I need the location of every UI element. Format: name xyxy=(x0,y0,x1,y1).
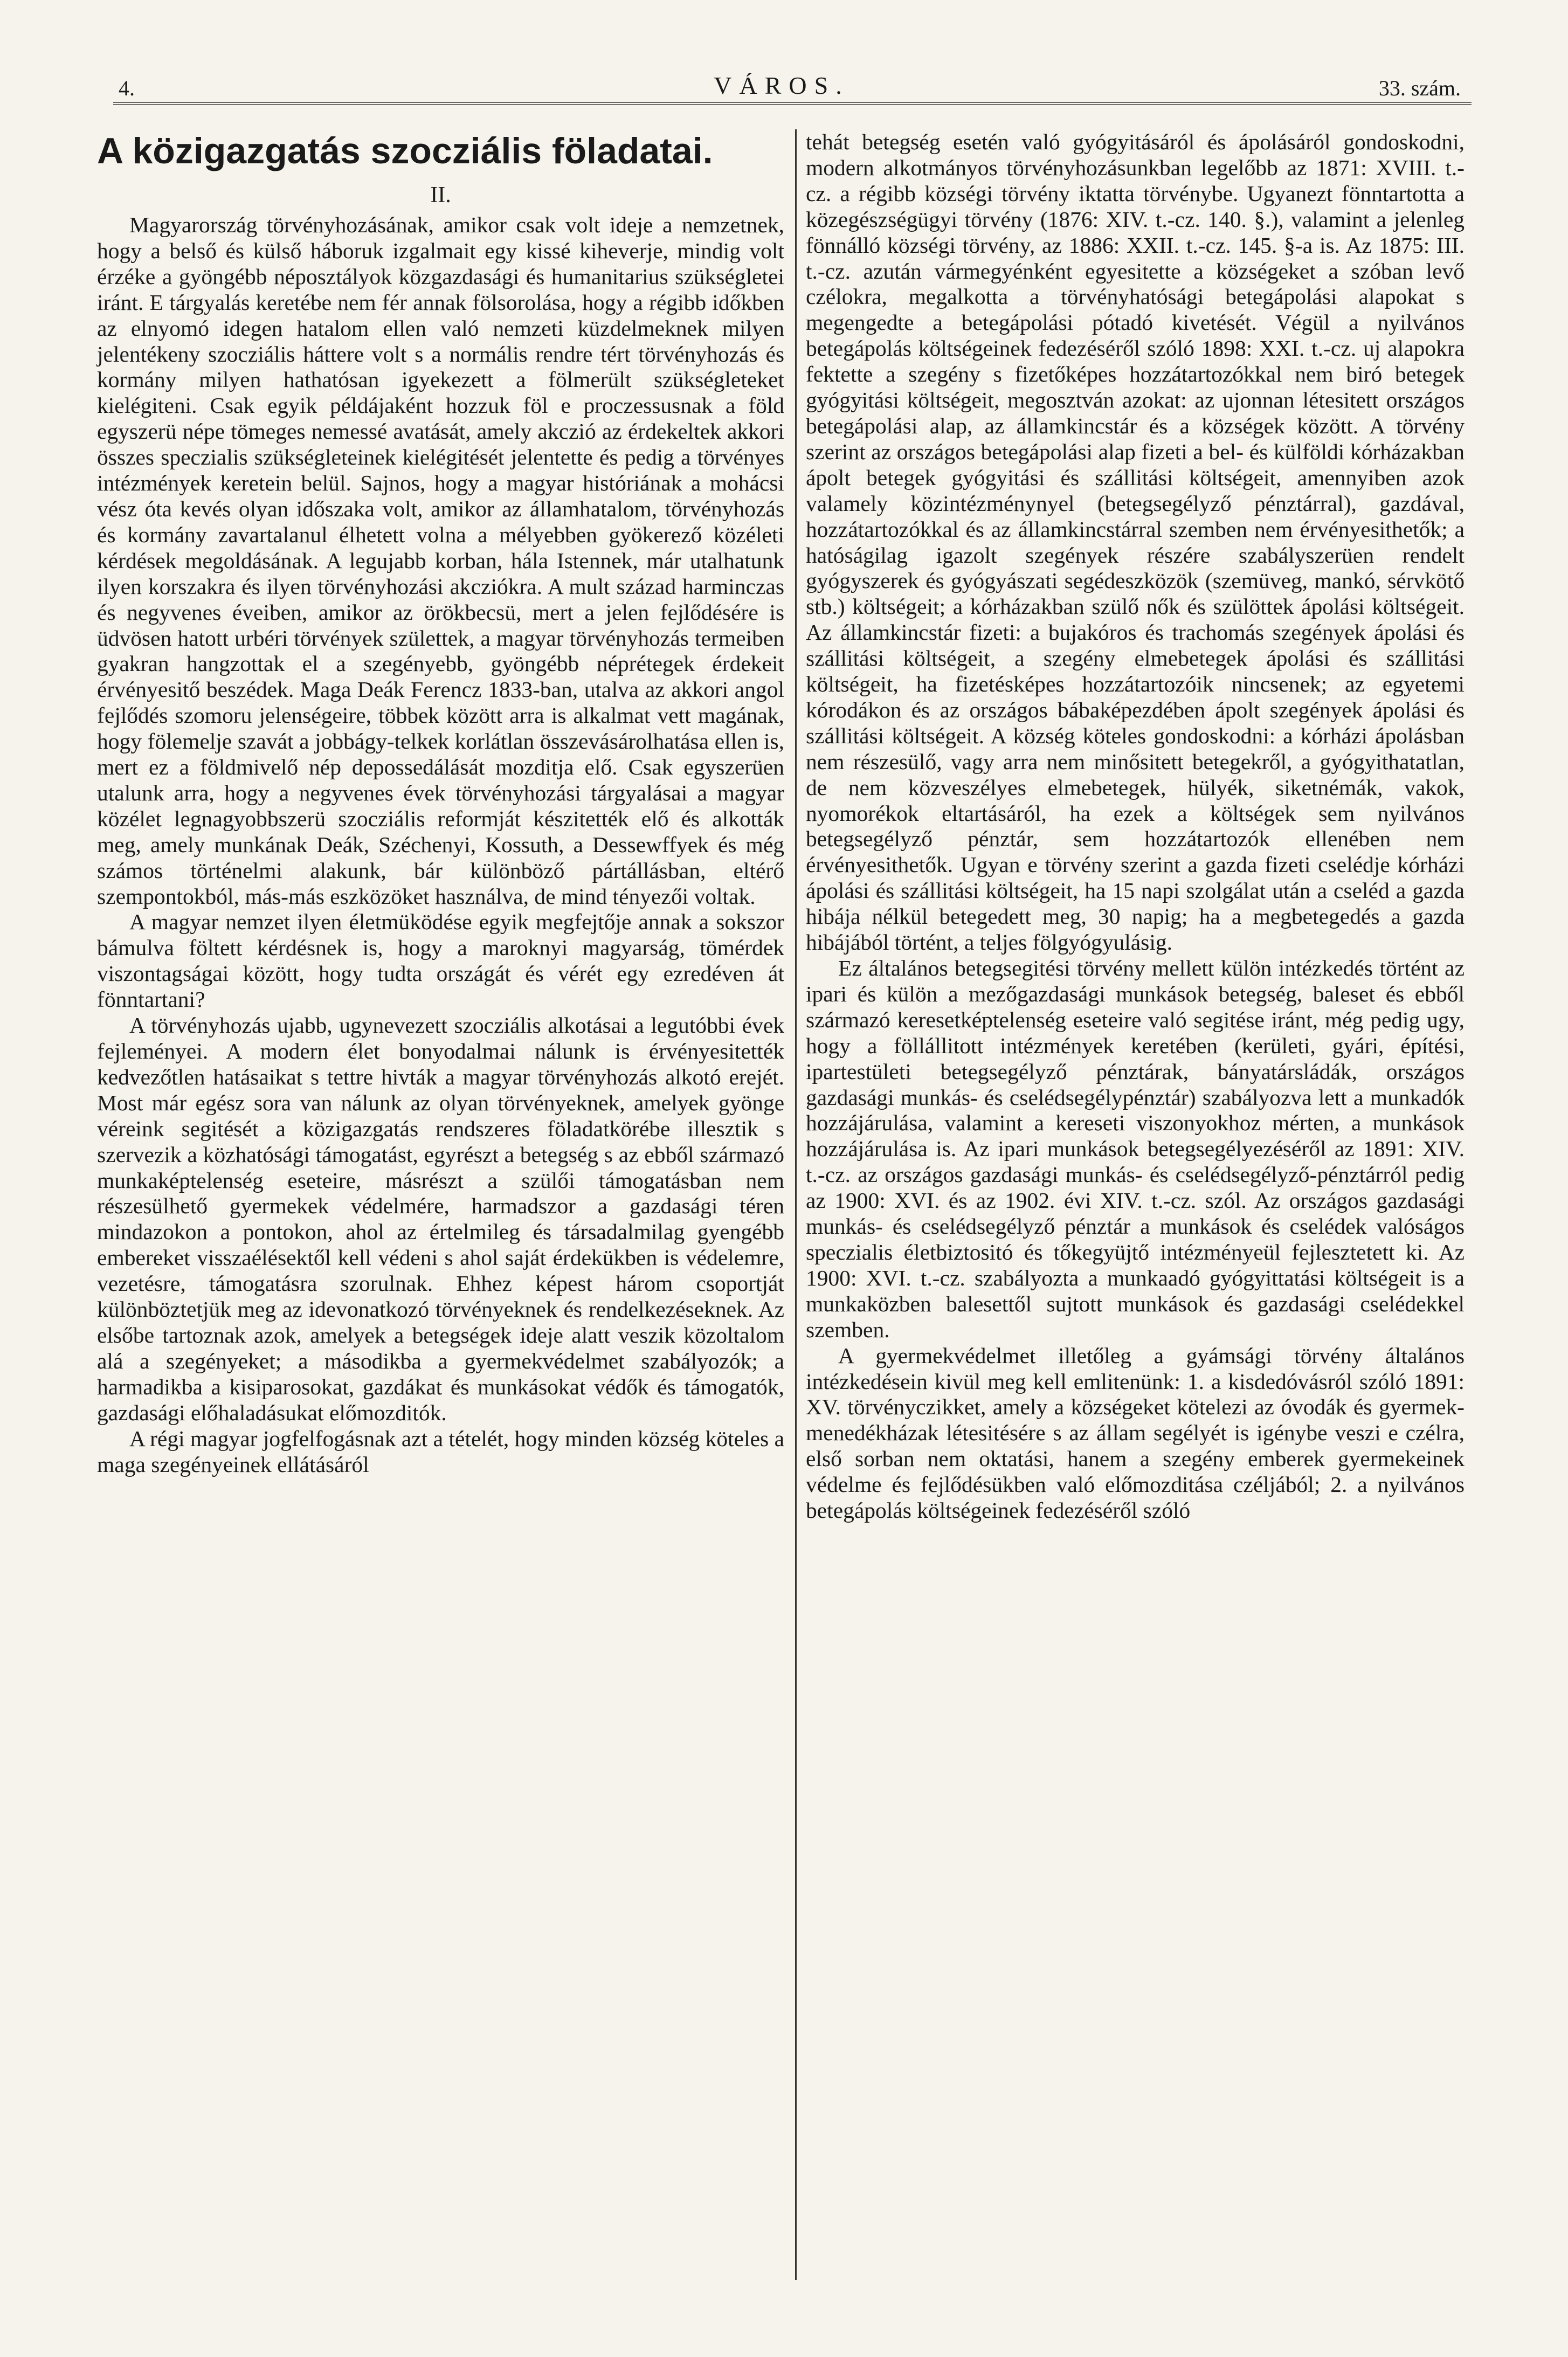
paragraph: Magyarország törvényhozásának, amikor csak volt ideje a nemzetnek, hogy a belső és külső háboruk izgalmait egy kissé kiheverje, mindig volt érzéke a gyöngébb néposztályok közgazdasági és humanitarius szükségletei iránt. E tárgyalás keretébe nem fér annak fölsorolása, hogy a régibb időkben az elnyomó idegen hatalom ellen való nemzeti küzdelmeknek milyen jelentékeny szocziális háttere volt s a normális rendre tért törvényhozás és kormány milyen hathatósan igyekezett a fölmerült szükségleteket kielégiteni. Csak egyik példájaként hozzuk föl e proczessusnak a föld egyszerü népe tömeges nemessé avatását, amely akczió az érdekeltek akkori összes speczialis szükségleteinek kielégitését jelentette és pedig a törvényes intézmények keretein belül. Sajnos, hogy a magyar históriának a mohácsi vész óta kevés olyan időszaka volt, amikor az államhatalom, törvényhozás és kormány zavartalanul élhetett volna a mélyebben gyökerező közéleti kérdések megoldásának. A legujabb korban, hála Istennek, már utalhatunk ilyen korszakra és ilyen törvényhozási akcziókra. A mult század harminczas és negyvenes éveiben, amikor az örökbecsü, mert a jelen fejlődésére is üdvösen hatott urbéri törvények születtek, a magyar törvényhozás termeiben gyakran hangzottak el a szegényebb, gyöngébb néprétegek érdekeit érvényesitő beszédek. Maga Deák Ferencz 1833-ban, utalva az akkori angol fejlődés szomoru jelenségeire, többek között arra is alkalmat vett magának, hogy fölemelje szavát a jobbágy-telkek korlátlan összevásárolhatása ellen is, mert ez a földmivelő nép depossedálását mozditja elő. Csak egyszerüen utalunk arra, hogy a negyvenes évek törvényhozási tárgyalásai a magyar közélet legnagyobbszerü szocziális reformját készitették elő és alkották meg, amely munkának Deák, Széchenyi, Kossuth, a Dessewffyek és még számos történelmi alakunk, bár különböző pártállásban, eltérő szempontokból, más-más eszközöket használva, de mind tényezői voltak. xyxy=(97,212,784,909)
column-divider xyxy=(795,129,797,2280)
article-title: A közigazgatás szocziális föladatai. xyxy=(97,130,713,171)
paragraph: A régi magyar jogfelfogásnak azt a tételét, hogy minden község köteles a maga szegényeinek ellátásáról xyxy=(97,1426,784,1477)
header-rule xyxy=(113,102,1472,105)
paragraph: tehát betegség esetén való gyógyitásáról és ápolásáról gondoskodni, modern alkotmányos törvényhozásunkban legelőbb az 1871: XVIII. t.-cz. a régibb községi törvény iktatta törvénybe. Ugyanezt fönntartotta a közegészségügyi törvény (1876: XIV. t.-cz. 140. §.), valamint a jelenleg fönnálló községi törvény, az 1886: XXII. t.-cz. 145. §-a is. Az 1875: III. t.-cz. azután vármegyénként egyesitette a községeket a szóban levő czélokra, megalkotta a törvényhatósági betegápolási alapokat s megengedte a betegápolási pótadó kivetését. Végül a nyilvános betegápolás költségeinek fedezéséről szóló 1898: XXI. t.-cz. uj alapokra fektette a szegény s fizetőképes hozzátartozókkal nem biró betegek gyógyitási költségeit, megosztván azokat: az ujonnan létesitett országos betegápolási alap, az államkincstár és a községek között. A törvény szerint az országos betegápolási alap fizeti a bel- és külföldi kórházakban ápolt betegek gyógyitási és szállitási költségeit, amennyiben azok valamely közintézménynyel (betegsegélyző pénztárral), gazdával, hozzátartozókkal és az államkincstárral szemben nem érvényesithetők; a hatóságilag igazolt szegények részére szabályszerüen rendelt gyógyszerek és gyógyászati segédeszközök (szemüveg, mankó, sérvkötő stb.) költségeit; a kórházakban szülő nők és szülöttek ápolási költségeit. Az államkincstár fizeti: a bujakóros és trachomás szegények ápolási és szállitási költségeit, a szegény elmebetegek ápolási és szállitási költségeit, ha fizetésképes hozzátartozóik nincsenek; az egyetemi kórodákon és az országos bábaképezdében ápolt szegények ápolási és szállitási költségeit. A község köteles gondoskodni: a kórházi ápolásban nem részesülő, vagy arra nem minősitett betegekről, a gyógyithatatlan, de nem közveszélyes elmebetegek, hülyék, siketnémák, vakok, nyomorékok eltartásáról, ha ezek a költségek sem nyilvános betegsegélyző pénztár, sem hozzátartozók ellenében nem érvényesithetők. Ugyan e törvény szerint a gazda fizeti cselédje kórházi ápolási és szállitási költségeit, ha 15 napi szolgálat után a cseléd a gazda hibája nélkül betegedett meg, 30 napig; ha a megbetegedés a gazda hibájából történt, a teljes fölgyógyulásig. xyxy=(806,129,1465,955)
publication-title: VÁROS. xyxy=(714,72,849,99)
paragraph: A magyar nemzet ilyen életmüködése egyik megfejtője annak a sokszor bámulva föltett kérdésnek is, hogy a maroknyi magyarság, tömérdek viszontagságai között, hogy tudta országát és vérét egy ezredéven át fönntartani? xyxy=(97,909,784,1012)
page-number: 4. xyxy=(119,76,135,100)
right-column xyxy=(806,129,1465,1524)
issue-number: 33. szám. xyxy=(1378,76,1461,100)
left-column xyxy=(97,129,784,1477)
paragraph: A törvényhozás ujabb, ugynevezett szocziális alkotásai a legutóbbi évek fejleményei. A modern élet bonyodalmai nálunk is érvényesitették kedvezőtlen hatásaikat s tettre hivták a magyar törvényhozás alkotó erejét. Most már egész sora van nálunk az olyan törvényeknek, amelyek gyönge véreink segitését a közigazgatás rendszeres föladatkörébe illesztik s szervezik a közhatósági támogatást, egyrészt a betegség s az ebből származó munkaképtelenség eseteire, másrészt a szülői támogatásban nem részesülhető gyermekek védelmére, harmadszor a gazdasági téren mindazokon a pontokon, ahol az értelmileg és társadalmilag gyengébb embereket visszaélésektől kell védeni s ahol saját érdekükben is védelemre, vezetésre, támogatásra szorulnak. Ehhez képest három csoportját különböztetjük meg az idevonatkozó törvényeknek és rendelkezéseknek. Az elsőbe tartoznak azok, amelyek a betegségek ideje alatt veszik közoltalom alá a szegényeket; a másodikba a gyermekvédelmet szabályozók; a harmadikba a kisiparosokat, gazdákat és munkásokat védők és támogatók, gazdasági előhaladásukat előmozditók. xyxy=(97,1013,784,1425)
newspaper-page xyxy=(92,70,1472,2307)
paragraph: Ez általános betegsegitési törvény mellett külön intézkedés történt az ipari és külön a mezőgazdasági munkások betegség, baleset és ebből származó keresetképtelenség eseteire való segitése iránt, még pedig ugy, hogy a föllállitott intézmények keretében (kerületi, gyári, építési, ipartestületi betegsegélyző pénztárak, bányatársládák, országos gazdasági munkás- és cselédsegélypénztár) szabályozva lett a munkadók hozzájárulása, valamint a kereseti viszonyokhoz mérten, a munkások hozzájárulása is. Az ipari munkások betegsegélyezéséről az 1891: XIV. t.-cz. az országos gazdasági munkás- és cselédsegélyző-pénztárról pedig az 1900: XVI. és az 1902. évi XIV. t.-cz. szól. Az országos gazdasági munkás- és cselédsegélyző pénztár a munkások és cselédek valóságos speczialis életbiztositó és tőkegyüjtő intézményeül fejlesztetett ki. Az 1900: XVI. t.-cz. szabályozta a munkaadó gyógyittatási költségeit is a munkaközben balesettől sujtott munkások és gazdasági cselédekkel szemben. xyxy=(806,956,1465,1342)
section-number: II. xyxy=(430,183,451,208)
paragraph: A gyermekvédelmet illetőleg a gyámsági törvény általános intézkedésein kivül meg kell emlitenünk: 1. a kisdedóvásról szóló 1891: XV. törvényczikket, amely a községeket kötelezi az óvodák és gyermek-menedékházak létesitésére s az állam segélyét is igénybe veszi e czélra, első sorban nem oktatási, hanem a szegény emberek gyermekeinek védelme és fejlődésükben való előmozditása czéljából; 2. a nyilvános betegápolás költségeinek fedezéséről szóló xyxy=(806,1343,1465,1523)
